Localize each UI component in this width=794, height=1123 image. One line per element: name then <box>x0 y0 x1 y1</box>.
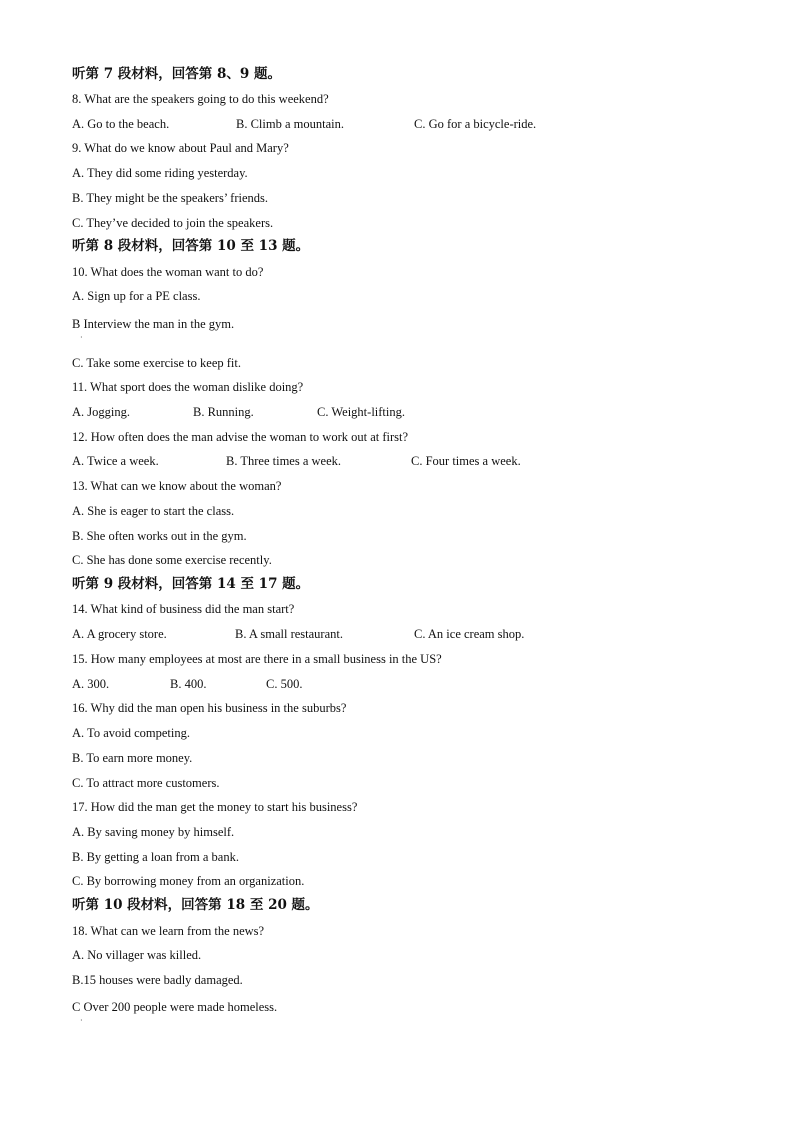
option-b: B. Running. <box>193 405 254 419</box>
option-a: A. Sign up for a PE class. <box>72 289 201 303</box>
stray-dot-mark: · <box>80 1016 83 1025</box>
option-a: A. By saving money by himself. <box>72 825 235 839</box>
question-18: 18. What can we learn from the news? <box>72 924 265 938</box>
option-c: C. Take some exercise to keep fit. <box>72 356 241 370</box>
option-b: B. 400. <box>170 677 207 691</box>
options-row-8 <box>72 116 632 132</box>
question-11: 11. What sport does the woman dislike doing? <box>72 380 304 394</box>
option-c: C. Go for a bicycle-ride. <box>414 117 537 131</box>
question-16: 16. Why did the man open his business in the suburbs? <box>72 701 347 715</box>
section-heading-8: 听第 8 段材料，回答第 10 至 13 题。 <box>72 238 310 254</box>
section-heading-10: 听第 10 段材料，回答第 18 至 20 题。 <box>72 897 319 913</box>
option-a: A. Jogging. <box>72 405 130 419</box>
option-b: B. Three times a week. <box>226 454 342 468</box>
option-a: A. No villager was killed. <box>72 948 202 962</box>
option-a: A. To avoid competing. <box>72 726 190 740</box>
question-13: 13. What can we know about the woman? <box>72 479 282 493</box>
question-8: 8. What are the speakers going to do this weekend? <box>72 92 329 106</box>
option-c: C. An ice cream shop. <box>414 627 525 641</box>
option-c: C. By borrowing money from an organization. <box>72 874 305 888</box>
options-row-14 <box>72 626 632 642</box>
question-12: 12. How often does the man advise the woman to work out at first? <box>72 430 409 444</box>
option-c: C. To attract more customers. <box>72 776 220 790</box>
option-b: B.15 houses were badly damaged. <box>72 973 243 987</box>
option-b: B. They might be the speakers’ friends. <box>72 191 269 205</box>
option-c: C. Four times a week. <box>411 454 521 468</box>
option-b: B. She often works out in the gym. <box>72 529 247 543</box>
option-c: C. Weight-lifting. <box>317 405 405 419</box>
option-b: B. A small restaurant. <box>235 627 343 641</box>
option-c: C. She has done some exercise recently. <box>72 553 272 567</box>
options-row-11 <box>72 404 492 420</box>
options-row-15 <box>72 676 372 692</box>
stray-dot-mark: · <box>80 333 83 342</box>
option-a: A. A grocery store. <box>72 627 167 641</box>
section-heading-9: 听第 9 段材料，回答第 14 至 17 题。 <box>72 576 310 592</box>
option-a: A. Go to the beach. <box>72 117 170 131</box>
option-a: A. They did some riding yesterday. <box>72 166 248 180</box>
option-a: A. Twice a week. <box>72 454 159 468</box>
question-10: 10. What does the woman want to do? <box>72 265 264 279</box>
option-c: C. They’ve decided to join the speakers. <box>72 216 274 230</box>
question-14: 14. What kind of business did the man start? <box>72 602 295 616</box>
option-b: B. Climb a mountain. <box>236 117 344 131</box>
options-row-12 <box>72 453 632 469</box>
option-c: C Over 200 people were made homeless. <box>72 1000 278 1014</box>
option-a: A. 300. <box>72 677 110 691</box>
question-9: 9. What do we know about Paul and Mary? <box>72 141 289 155</box>
option-b: B Interview the man in the gym. <box>72 317 235 331</box>
option-a: A. She is eager to start the class. <box>72 504 235 518</box>
section-heading-7: 听第 7 段材料，回答第 8、9 题。 <box>72 66 281 82</box>
option-b: B. To earn more money. <box>72 751 193 765</box>
question-17: 17. How did the man get the money to start his business? <box>72 800 358 814</box>
question-15: 15. How many employees at most are there in a small business in the US? <box>72 652 442 666</box>
option-c: C. 500. <box>266 677 303 691</box>
option-b: B. By getting a loan from a bank. <box>72 850 239 864</box>
